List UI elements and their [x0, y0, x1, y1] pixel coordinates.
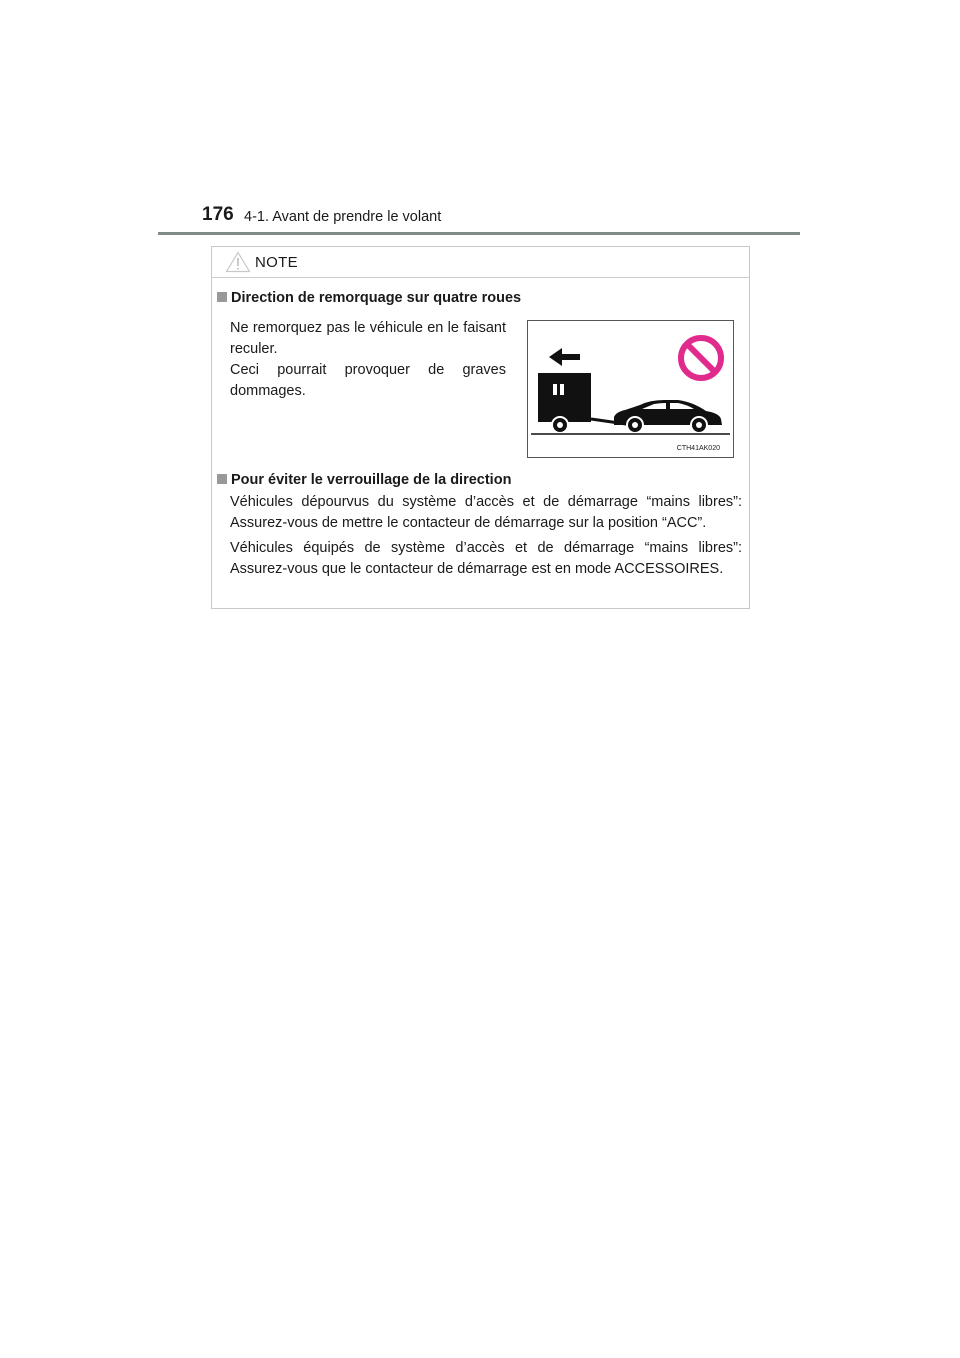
note-header: [212, 247, 749, 278]
bullet-square-icon: [217, 474, 227, 484]
arrow-left-icon: [549, 348, 580, 366]
note-box: [211, 246, 750, 609]
paragraph-with-smart-key: Véhicules équipés de système d’accès et de démarrage “mains libres”: Assurez-vous que le contacteur de démarrage est en mode ACCESSOIRES.: [230, 540, 742, 577]
towing-figure: [527, 320, 734, 458]
towing-warning-text: [230, 318, 506, 402]
warning-triangle-icon: [225, 251, 251, 273]
car-icon: [614, 400, 722, 433]
figure-code: CTH41AK020: [676, 445, 720, 452]
header-rule: [158, 232, 800, 235]
heading-steering-lock: [217, 472, 511, 488]
bullet-square-icon: [217, 292, 227, 302]
page-number: 176: [202, 204, 234, 225]
heading-text: Pour éviter le verrouillage de la direction: [231, 472, 512, 488]
note-label: NOTE: [255, 254, 298, 271]
paragraph: Ne remorquez pas le véhicule en le faisant reculer.: [230, 320, 506, 357]
towing-illustration: [528, 321, 733, 457]
section-title: 4-1. Avant de prendre le volant: [244, 209, 442, 225]
heading-towing-direction: [217, 290, 521, 306]
paragraph: Ceci pourrait provoquer de graves dommages.: [230, 362, 506, 399]
paragraph-without-smart-key: Véhicules dépourvus du système d’accès et de démarrage “mains libres”: Assurez-vous de mettre le contacteur de démarrage sur la position “ACC”.: [230, 494, 742, 531]
heading-text: Direction de remorquage sur quatre roues: [231, 290, 522, 306]
prohibited-icon: [681, 338, 721, 378]
